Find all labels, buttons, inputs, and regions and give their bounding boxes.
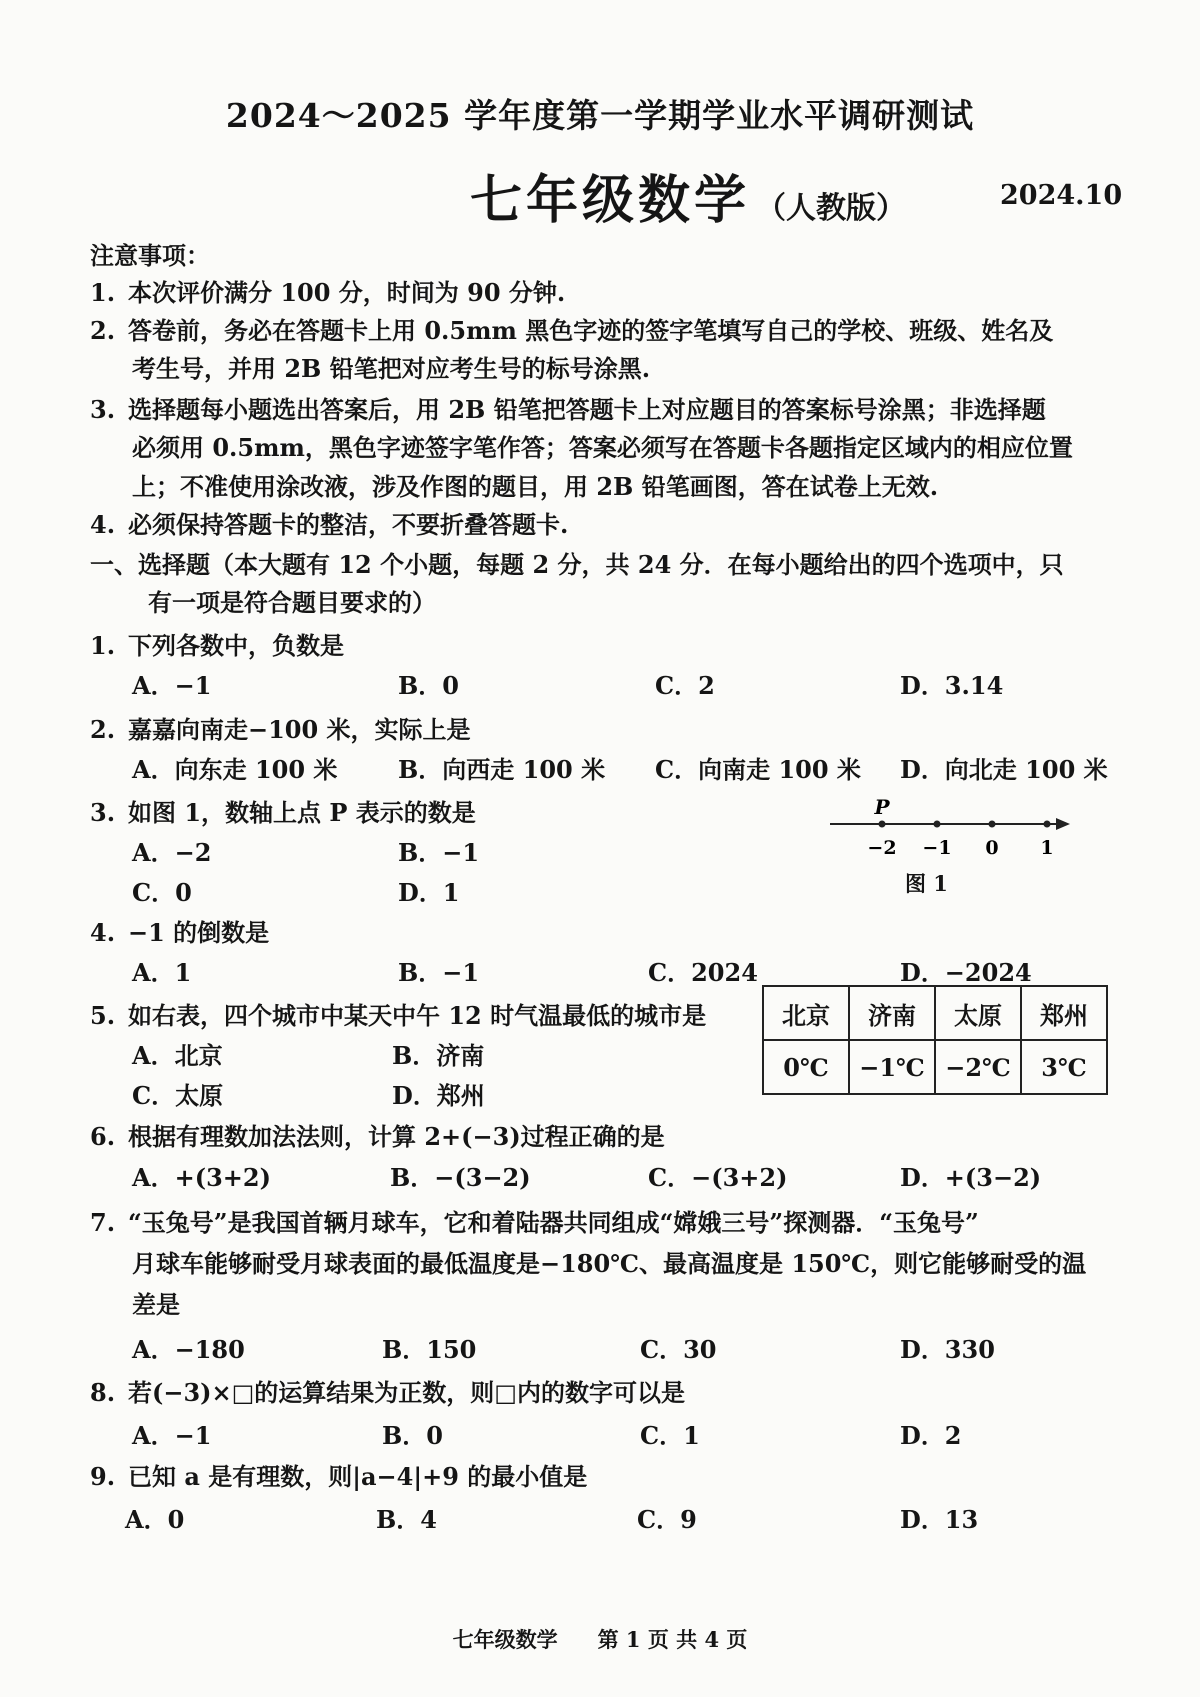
option-c: C．0 (132, 878, 192, 907)
question-num: 4. (90, 918, 116, 947)
city-name: 太原 (935, 986, 1021, 1040)
option-c: C．30 (640, 1335, 717, 1364)
section-text-cont: 有一项是符合题目要求的） (148, 588, 436, 617)
notice-num: 3. (90, 395, 116, 424)
option-d: D．2 (900, 1421, 962, 1450)
option-b: B．向西走 100 米 (398, 755, 606, 784)
question-1 (90, 626, 1120, 661)
number-line-tick-label: −2 (867, 837, 897, 859)
arrow-right-icon (1056, 818, 1070, 830)
option-a: A．0 (125, 1505, 185, 1534)
option-d: D．1 (398, 878, 460, 907)
city-temp: −2℃ (935, 1040, 1021, 1094)
figure-caption: 图 1 (905, 871, 948, 896)
option-b: B．−(3−2) (390, 1163, 531, 1192)
option-b: B．−1 (398, 838, 480, 867)
number-line-tick (989, 821, 996, 828)
table-row (763, 986, 1107, 1040)
option-a: A．−180 (132, 1335, 245, 1364)
city-name: 济南 (849, 986, 935, 1040)
option-d: D．郑州 (392, 1081, 485, 1110)
question-num: 6. (90, 1122, 116, 1151)
option-a: A．−1 (132, 1421, 212, 1450)
option-c: C．向南走 100 米 (655, 755, 861, 784)
notice-num: 4. (90, 510, 116, 539)
question-stem: 根据有理数加法法则，计算 2+(−3)过程正确的是 (128, 1122, 665, 1151)
option-d: D．向北走 100 米 (900, 755, 1108, 784)
question-stem: 如图 1，数轴上点 P 表示的数是 (128, 798, 476, 827)
exam-date: 2024.10 (1000, 180, 1123, 211)
option-a: A．+(3+2) (132, 1163, 271, 1192)
option-a: A．−1 (132, 671, 212, 700)
option-d: D．−2024 (900, 958, 1032, 987)
question-num: 8. (90, 1378, 116, 1407)
option-c: C．太原 (132, 1081, 224, 1110)
notice-text: 本次评价满分 100 分，时间为 90 分钟. (128, 278, 566, 307)
city-temperature-table (762, 985, 1108, 1095)
option-c: C．−(3+2) (648, 1163, 788, 1192)
question-stem: 已知 a 是有理数，则|a−4|+9 的最小值是 (128, 1462, 588, 1491)
number-line-tick (934, 821, 941, 828)
number-line-tick-label: −1 (922, 837, 952, 859)
number-line-tick (1044, 821, 1051, 828)
option-c: C．1 (640, 1421, 700, 1450)
option-a: A．向东走 100 米 (132, 755, 338, 784)
point-p-label: P (874, 795, 890, 819)
question-num: 2. (90, 715, 116, 744)
option-c: C．2024 (648, 958, 758, 987)
city-temp: 3℃ (1021, 1040, 1107, 1094)
notice-item-3 (90, 390, 1120, 425)
notice-text-cont: 上；不准使用涂改液，涉及作图的题目，用 2B 铅笔画图，答在试卷上无效. (132, 472, 939, 501)
page-footer (0, 1624, 1200, 1654)
footer-subject: 七年级数学 (452, 1627, 558, 1652)
option-a: A．1 (132, 958, 192, 987)
notice-text-cont: 考生号，并用 2B 铅笔把对应考生号的标号涂黑. (132, 354, 651, 383)
city-name: 郑州 (1021, 986, 1107, 1040)
number-line-tick-label: 0 (985, 837, 999, 859)
question-stem: 嘉嘉向南走−100 米，实际上是 (128, 715, 471, 744)
option-b: B．150 (382, 1335, 477, 1364)
number-line-ticks (867, 821, 1053, 860)
question-8 (90, 1373, 1120, 1408)
option-a: A．−2 (132, 838, 212, 867)
question-stem-cont: 月球车能够耐受月球表面的最低温度是−180℃、最高温度是 150℃，则它能够耐受的温 (132, 1249, 1087, 1278)
question-num: 9. (90, 1462, 116, 1491)
option-d: D．+(3−2) (900, 1163, 1042, 1192)
option-b: B．−1 (398, 958, 480, 987)
option-d: D．3.14 (900, 671, 1004, 700)
subject-title (470, 158, 906, 233)
question-num: 5. (90, 1001, 116, 1030)
question-stem: −1 的倒数是 (128, 918, 270, 947)
edition-label: （人教版） (756, 191, 907, 226)
option-d: D．330 (900, 1335, 995, 1364)
number-line-tick (879, 821, 886, 828)
notice-text: 答卷前，务必在答题卡上用 0.5mm 黑色字迹的签字笔填写自己的学校、班级、姓名及 (128, 316, 1054, 345)
section-text: 选择题（本大题有 12 个小题，每题 2 分，共 24 分．在每小题给出的四个选项中，只 (138, 550, 1064, 579)
question-num: 7. (90, 1208, 116, 1237)
option-c: C．9 (637, 1505, 697, 1534)
question-stem: 下列各数中，负数是 (128, 631, 344, 660)
section-label: 一、 (90, 550, 138, 579)
city-name: 北京 (763, 986, 849, 1040)
question-6 (90, 1117, 1120, 1152)
question-num: 1. (90, 631, 116, 660)
section-heading (90, 545, 1120, 580)
question-2 (90, 710, 1120, 745)
question-7 (90, 1203, 1120, 1238)
exam-title: 2024～2025 学年度第一学期学业水平调研测试 (225, 96, 975, 135)
notice-text: 必须保持答题卡的整洁，不要折叠答题卡. (128, 510, 569, 539)
number-line-tick-label: 1 (1040, 837, 1054, 859)
notice-text-cont: 必须用 0.5mm，黑色字迹签字笔作答；答案必须写在答题卡各题指定区域内的相应位置 (132, 433, 1073, 462)
notice-item-2 (90, 311, 1120, 346)
option-a: A．北京 (132, 1041, 223, 1070)
notice-text: 选择题每小题选出答案后，用 2B 铅笔把答题卡上对应题目的答案标号涂黑；非选择题 (128, 395, 1046, 424)
question-9 (90, 1457, 1120, 1492)
option-d: D．13 (900, 1505, 979, 1534)
city-temp: 0℃ (763, 1040, 849, 1094)
footer-page: 第 1 页 共 4 页 (597, 1627, 748, 1652)
question-stem: “玉兔号”是我国首辆月球车，它和着陆器共同组成“嫦娥三号”探测器．“玉兔号” (128, 1208, 979, 1237)
table-row (763, 1040, 1107, 1094)
notice-heading: 注意事项： (90, 241, 210, 270)
city-temp: −1℃ (849, 1040, 935, 1094)
subject-name: 七年级数学 (470, 170, 751, 231)
option-b: B．济南 (392, 1041, 485, 1070)
option-b: B．0 (398, 671, 459, 700)
question-4 (90, 913, 1120, 948)
notice-num: 1. (90, 278, 116, 307)
question-stem: 若(−3)×□的运算结果为正数，则□内的数字可以是 (128, 1378, 685, 1407)
question-stem: 如右表，四个城市中某天中午 12 时气温最低的城市是 (128, 1001, 707, 1030)
option-b: B．4 (376, 1505, 437, 1534)
question-num: 3. (90, 798, 116, 827)
notice-item-4 (90, 505, 1120, 540)
number-line-figure (830, 790, 1070, 900)
notice-num: 2. (90, 316, 116, 345)
option-c: C．2 (655, 671, 715, 700)
question-stem-cont: 差是 (132, 1290, 180, 1319)
notice-item-1 (90, 273, 1120, 308)
option-b: B．0 (382, 1421, 443, 1450)
